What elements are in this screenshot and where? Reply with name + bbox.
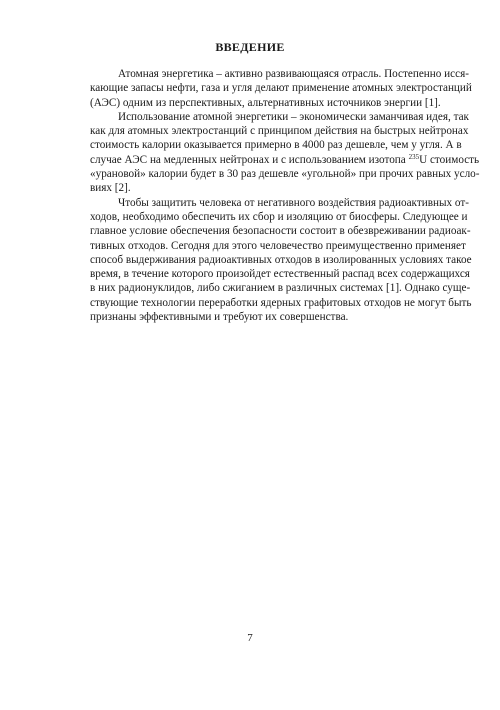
text-line: в них радионуклидов, либо сжиганием в различных системах [1]. Однако суще- <box>90 282 471 295</box>
text-line: (АЭС) одним из перспективных, альтернативных источников энергии [1]. <box>90 96 441 109</box>
isotope-symbol: U <box>419 153 428 166</box>
isotope-mass-number: 235 <box>408 152 420 161</box>
text-line: виях [2]. <box>90 182 131 195</box>
text-line: способ выдерживания радиоактивных отходов в изолированных условиях такое <box>90 253 472 266</box>
text-line: Чтобы защитить человека от негативного воздействия радиоактивных от- <box>118 196 469 209</box>
section-heading: ВВЕДЕНИЕ <box>215 40 285 54</box>
paragraph-3 <box>62 196 472 325</box>
text-line: кающие запасы нефти, газа и угля делают применение атомных электростанций <box>90 82 472 95</box>
text-line: ходов, необходимо обеспечить их сбор и изоляцию от биосферы. Следующее и <box>90 210 468 223</box>
text-line-isotope <box>62 152 480 167</box>
text-fragment: стоимость <box>427 153 480 166</box>
text-line: как для атомных электростанций с принципом действия на быстрых нейтронах <box>90 125 469 138</box>
text-line: время, в течение которого произойдет естественный распад всех содержащихся <box>90 268 470 281</box>
page-number: 7 <box>247 632 253 644</box>
text-fragment: случае АЭС на медленных нейтронах и с использованием изотопа <box>90 153 409 166</box>
paragraph-2 <box>62 110 480 196</box>
body-text <box>62 67 480 324</box>
text-line: признаны эффективными и требуют их совершенства. <box>90 311 349 324</box>
text-line: главное условие обеспечения безопасности состоит в обезвреживании радиоак- <box>90 225 471 238</box>
text-line: «урановой» калории будет в 30 раз дешевле «угольной» при прочих равных усло- <box>90 168 480 181</box>
text-line: Использование атомной энергетики – экономически заманчивая идея, так <box>118 110 469 123</box>
text-line: стоимость калории оказывается примерно в 4000 раз дешевле, чем у угля. А в <box>90 139 462 152</box>
paragraph-1 <box>62 67 472 110</box>
text-line: тивных отходов. Сегодня для этого человечество преимущественно применяет <box>90 239 466 252</box>
text-line: ствующие технологии переработки ядерных графитовых отходов не могут быть <box>90 296 472 309</box>
text-line: Атомная энергетика – активно развивающаяся отрасль. Постепенно исся- <box>118 68 469 80</box>
